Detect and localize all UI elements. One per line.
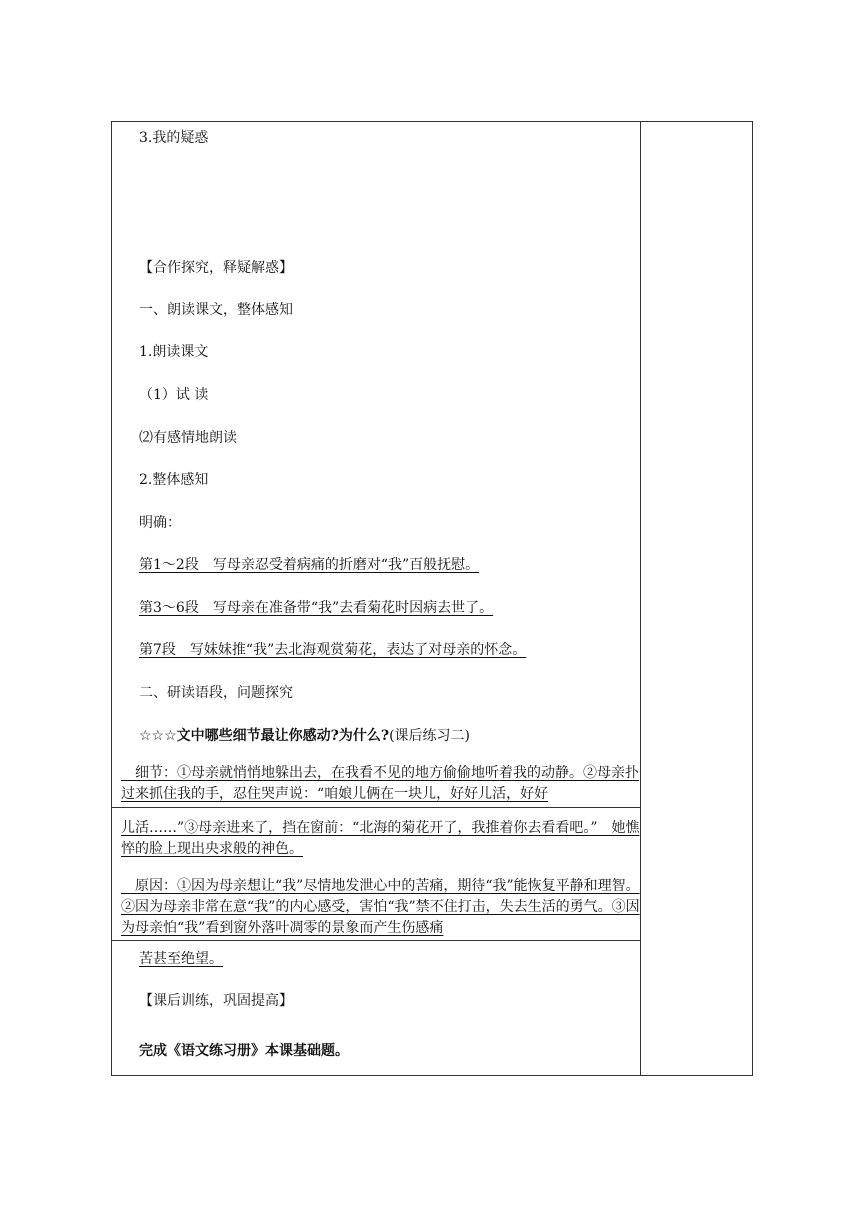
question-source: (课后练习二) (389, 728, 470, 744)
part2-heading: 二、研读语段，问题探究 (139, 685, 293, 701)
overall-item: 2.整体感知 (139, 472, 209, 488)
reason-paragraph-b: 苦甚至绝望。 (139, 951, 223, 967)
question-text: 文中哪些细节最让你感动?为什么? (176, 728, 390, 744)
summary-line-3: 第7段 写妹妹推“我”去北海观赏菊花，表达了对母亲的怀念。 (139, 642, 527, 658)
detail-paragraph-a: 细节：①母亲就悄悄地躲出去，在我看不见的地方偷偷地听着我的动静。②母亲扑过来抓住我的手，忍住哭声说：“咱娘儿俩在一块儿，好好儿活，好好 (121, 765, 639, 802)
emotional-read-item: ⑵有感情地朗读 (139, 430, 237, 446)
detail-paragraph-b: 儿活……”③母亲进来了，挡在窗前：“北海的菊花开了，我推着你去看看吧。” 她憔悴的脸上现出央求般的神色。 (121, 820, 640, 857)
section-after-heading: 【课后训练，巩固提高】 (139, 993, 293, 1009)
homework-line: 完成《语文练习册》本课基础题。 (139, 1043, 349, 1059)
question-stars: ☆☆☆ (139, 728, 177, 744)
summary-line-2: 第3～6段 写母亲在准备带“我”去看菊花时因病去世了。 (139, 600, 494, 616)
read-text-item: 1.朗读课文 (139, 344, 209, 360)
trial-read-item: （1）试 读 (139, 387, 209, 403)
question-line (139, 727, 470, 745)
row-divider-1 (112, 807, 640, 808)
summary-line-1: 第1～2段 写母亲忍受着病痛的折磨对“我”百般抚慰。 (139, 557, 480, 573)
part1-heading: 一、朗读课文，整体感知 (139, 302, 293, 318)
row-divider-2 (112, 940, 640, 941)
reason-paragraph-a: 原因：①因为母亲想让“我”尽情地发泄心中的苦痛，期待“我”能恢复平静和理智。②因为母亲非常在意“我”的内心感受，害怕“我”禁不住打击，失去生活的勇气。③因为母亲怕“我”看到窗外落叶凋零的景象而产生伤感痛 (121, 878, 640, 936)
doubts-heading: 3.我的疑惑 (139, 130, 209, 146)
clarify-label: 明确： (139, 515, 181, 531)
section-coop-heading: 【合作探究，释疑解惑】 (139, 260, 293, 276)
